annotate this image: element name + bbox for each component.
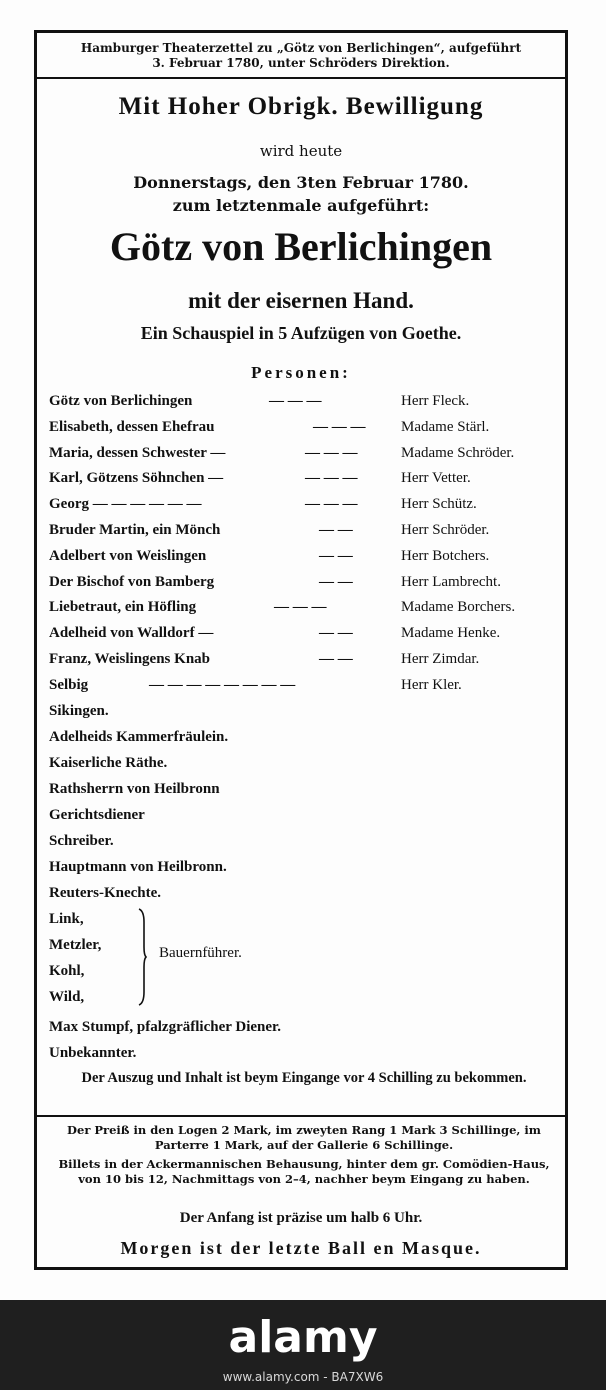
cast-role: Götz von Berlichingen [49,393,193,409]
brand-watermark: alamy [228,1312,378,1363]
cast-actor: Madame Borchers. [401,599,516,616]
cast-dashes: — — — [305,496,358,513]
cast-role: Der Bischof von Bamberg [49,573,215,590]
cast-dashes: — — — [274,599,327,616]
other-role: Adelheids Kammerfräulein. [49,729,229,745]
cast-role: Maria, dessen Schwester — [49,444,226,461]
cast-row [49,623,569,649]
cast-role: Franz, Weislingens Knab [49,650,211,667]
cast-actor: Madame Stärl. [401,418,490,435]
cast-list [49,391,569,701]
cast-row [49,546,569,572]
play-genre: Ein Schauspiel in 5 Aufzügen von Goethe. [140,323,462,343]
cast-row [49,494,569,520]
cast-dashes: — — [319,573,353,590]
other-role: Kaiserliche Räthe. [49,755,168,771]
cast-actor: Herr Botchers. [401,547,490,564]
cast-dashes: — — [319,650,353,667]
start-time: Der Anfang ist präzise um halb 6 Uhr. [179,1210,423,1226]
cast-row [49,572,569,598]
cast-dashes: — — [319,625,353,642]
cast-actor: Herr Kler. [401,676,462,693]
other-role: Hauptmann von Heilbronn. [49,859,227,875]
unknown-role: Unbekannter. [49,1045,137,1061]
other-role: Reuters-Knechte. [49,885,162,901]
cast-row [49,417,569,443]
cast-row [49,597,569,623]
wird-heute: wird heute [259,142,343,160]
cast-dashes: — — — [305,470,358,487]
other-role: Schreiber. [49,833,114,849]
cast-actor: Herr Lambrecht. [401,573,501,590]
cast-role: Georg — — — — — — [49,496,202,513]
cast-role: Elisabeth, dessen Ehefrau [49,418,215,435]
peasant-name: Wild, [49,989,85,1005]
cast-role: Adelbert von Weislingen [49,547,207,564]
cast-row [49,443,569,469]
cast-actor: Herr Schröder. [401,521,490,538]
last-performance: zum letztenmale aufgeführt: [172,196,430,215]
cast-role: Selbig [49,676,89,693]
cast-dashes: — — [319,547,353,564]
cast-row [49,675,569,701]
play-title: Götz von Berlichingen [109,224,493,269]
playbill-frame [34,30,568,1270]
play-subtitle: mit der eisernen Hand. [188,288,414,313]
archive-caption [37,33,565,79]
other-role: Sikingen. [49,703,109,719]
cast-row [49,468,569,494]
peasant-name: Link, [49,911,84,927]
caption-line-2: 3. Februar 1780, unter Schröders Direktion. [152,56,450,70]
cast-actor: Herr Fleck. [401,393,470,409]
peasant-name: Kohl, [49,963,85,979]
cast-dashes: — — — [305,444,358,461]
footer-id: www.alamy.com - BA7XW6 [222,1370,384,1384]
cast-dashes: — — — [269,393,322,409]
ball-announcement: Morgen ist der letzte Ball en Masque. [120,1238,482,1258]
watermark-footer [0,1300,606,1390]
cast-role: Liebetraut, ein Höfling [49,599,197,616]
cast-row [49,520,569,546]
persons-heading: Personen: [251,363,351,382]
permission-heading: Mit Hoher Obrigk. Bewilligung [118,93,484,120]
cast-role: Adelheid von Walldorf — [49,625,214,642]
cast-actor: Herr Vetter. [401,470,471,487]
caption-line-1: Hamburger Theaterzettel zu „Götz von Berlichingen“, aufgeführt [80,41,522,55]
other-role: Gerichtsdiener [49,807,145,823]
other-role: Rathsherrn von Heilbronn [49,781,220,797]
peasant-name: Metzler, [49,937,102,953]
cast-dashes: — — — [313,418,366,435]
peasant-leaders-label: Bauernführer. [159,945,242,961]
cast-role: Karl, Götzens Söhnchen — [49,470,224,487]
summary-note: Der Auszug und Inhalt ist beym Eingange vor 4 Schilling zu bekommen. [81,1070,527,1086]
cast-dashes: — — — — — — — — [149,676,296,693]
stumpf-role: Max Stumpf, pfalzgräflicher Diener. [49,1019,282,1035]
cast-role: Bruder Martin, ein Mönch [49,521,221,538]
cast-row [49,391,569,417]
cast-row [49,649,569,675]
curly-brace-icon [137,907,147,1007]
price-info: Der Preiß in den Logen 2 Mark, im zweyten Rang 1 Mark 3 Schillinge, im Parterre 1 Mark, auf der Gallerie 6 Schillinge. [67,1123,541,1152]
cast-dashes: — — [319,521,353,538]
cast-actor: Madame Schröder. [401,444,515,461]
divider [37,1115,565,1117]
peasant-leaders [49,905,349,1015]
cast-actor: Herr Schütz. [401,496,477,513]
performance-date: Donnerstags, den 3ten Februar 1780. [133,173,469,192]
ticket-info: Billets in der Ackermannischen Behausung, hinter dem gr. Comödien-Haus, von 10 bis 12, Nachmittags von 2–4, nachher beym Eingang zu haben. [58,1157,550,1186]
cast-actor: Madame Henke. [401,625,501,642]
cast-actor: Herr Zimdar. [401,650,480,667]
